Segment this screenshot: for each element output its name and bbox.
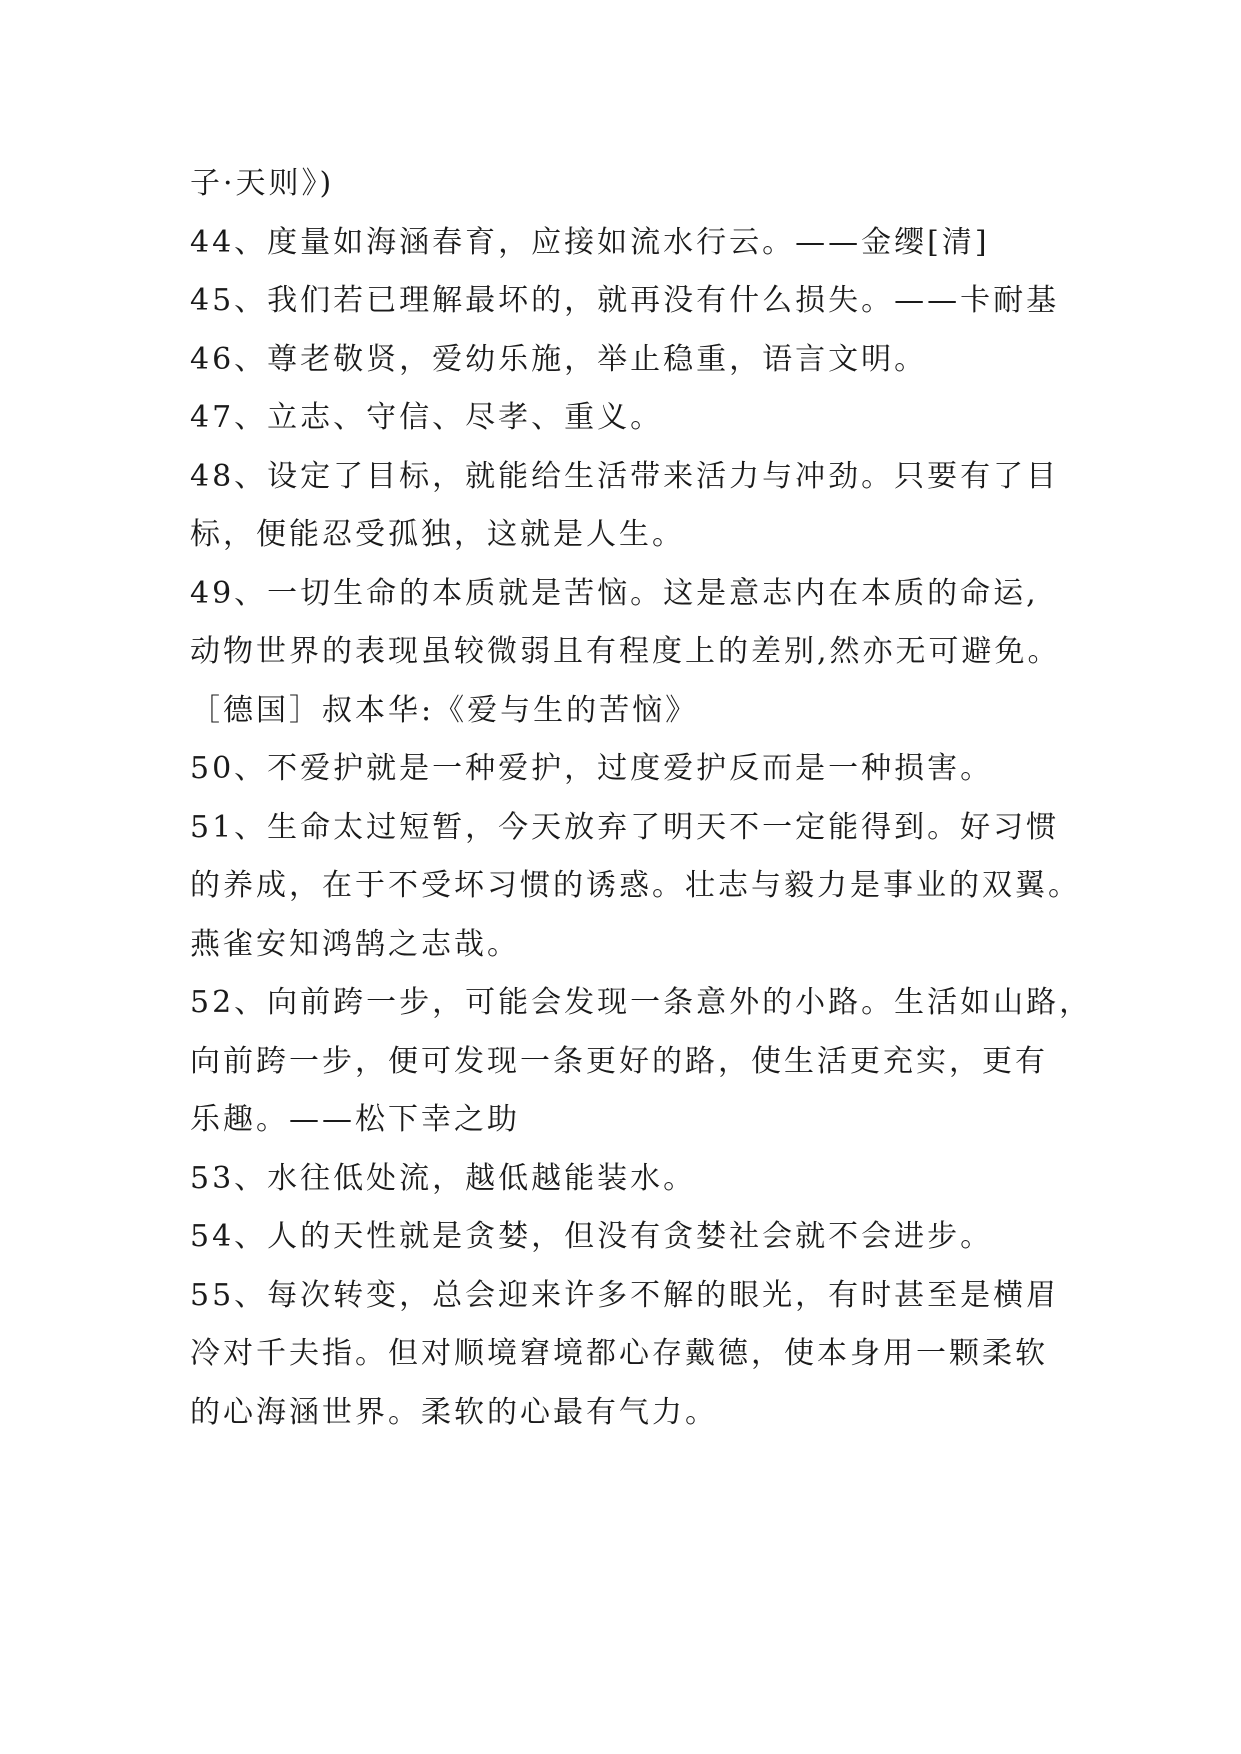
quote-47: 47、立志、守信、尽孝、重义。 (190, 400, 664, 435)
quote-46: 46、尊老敬贤，爱幼乐施，举止稳重，语言文明。 (190, 341, 928, 377)
text-line: 的心海涵世界。柔软的心最有气力。 (190, 1394, 718, 1430)
quote-49: 49、一切生命的本质就是苦恼。这是意志内在本质的命运, (190, 575, 1039, 611)
text-line: 冷对千夫指。但对顺境窘境都心存戴德，使本身用一颗柔软 (190, 1336, 1048, 1371)
quote-44: 44、度量如海涵春育，应接如流水行云。——金缨[清] (190, 224, 990, 260)
quote-52: 52、向前跨一步，可能会发现一条意外的小路。生活如山路， (190, 985, 1093, 1020)
quote-45: 45、我们若已理解最坏的，就再没有什么损失。——卡耐基 (190, 283, 1060, 318)
quote-55: 55、每次转变，总会迎来许多不解的眼光，有时甚至是横眉 (190, 1277, 1060, 1313)
quote-54: 54、人的天性就是贪婪，但没有贪婪社会就不会进步。 (190, 1219, 994, 1254)
text-line: 向前跨一步，便可发现一条更好的路，使生活更充实，更有 (190, 1043, 1048, 1079)
quote-53: 53、水往低处流，越低越能装水。 (190, 1160, 697, 1196)
text-line: 的养成，在于不受坏习惯的诱惑。壮志与毅力是事业的双翼。 (190, 868, 1081, 903)
quote-48: 48、设定了目标，就能给生活带来活力与冲劲。只要有了目 (190, 458, 1060, 494)
text-line: 乐趣。——松下幸之助 (190, 1102, 520, 1137)
text-line: 标，便能忍受孤独，这就是人生。 (190, 517, 685, 552)
quote-50: 50、不爱护就是一种爱护，过度爱护反而是一种损害。 (190, 751, 994, 786)
text-line: 子·天则》) (190, 166, 335, 201)
text-line: 燕雀安知鸿鹄之志哉。 (190, 926, 520, 962)
text-line: ［德国］叔本华:《爱与生的苦恼》 (190, 692, 699, 728)
text-line: 动物世界的表现虽较微弱且有程度上的差别,然亦无可避免。 (190, 634, 1061, 669)
document-body (190, 155, 1093, 1442)
quote-51: 51、生命太过短暂，今天放弃了明天不一定能得到。好习惯 (190, 809, 1060, 845)
